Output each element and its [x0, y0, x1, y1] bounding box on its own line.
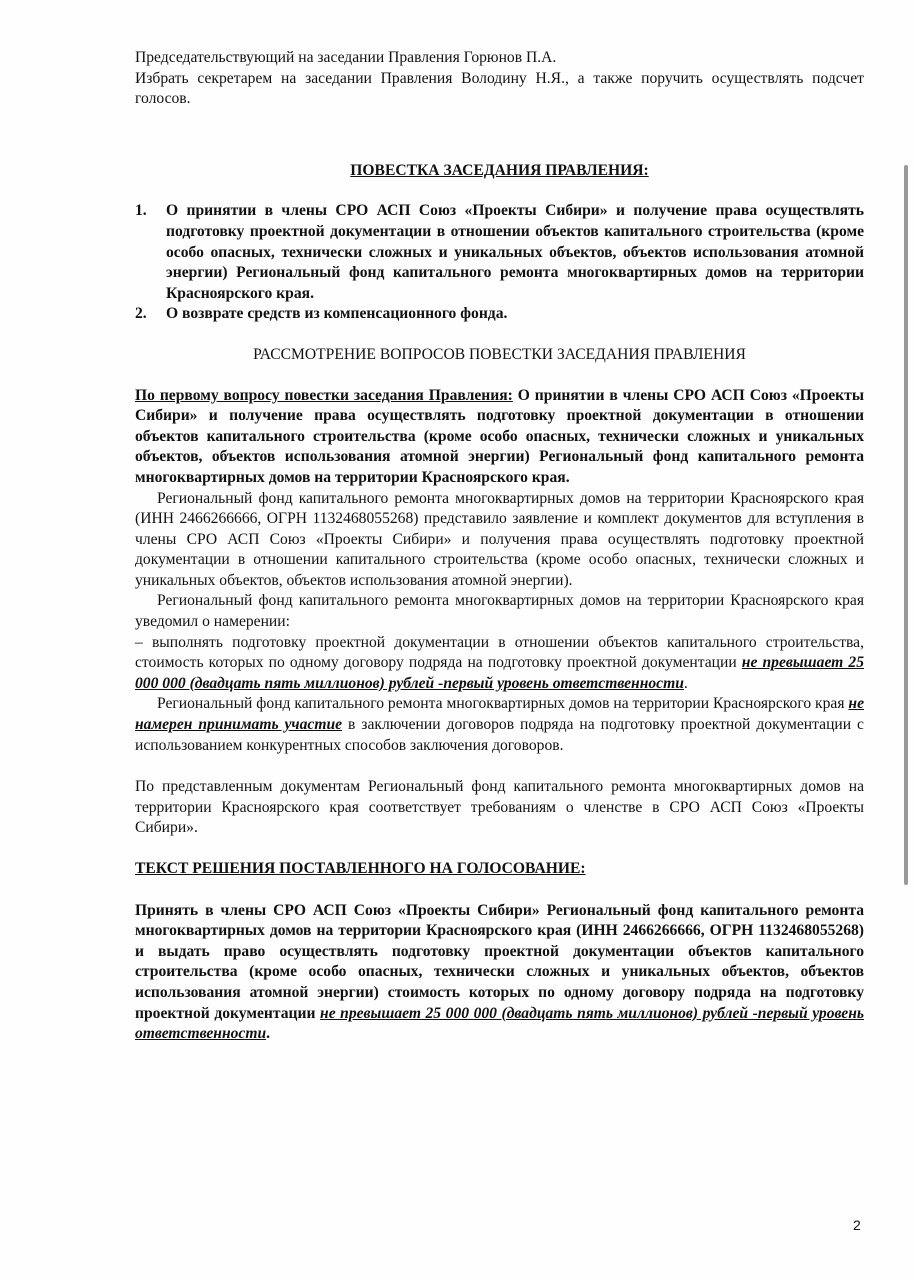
decision-text-end: . [266, 1025, 271, 1043]
document-body [135, 48, 864, 1045]
review-title: РАССМОТРЕНИЕ ВОПРОСОВ ПОВЕСТКИ ЗАСЕДАНИЯ ПРАВЛЕНИЯ [253, 345, 746, 363]
compliance-paragraph: По представленным документам Региональный фонд капитального ремонта многоквартирных домов на территории Красноярского края соответствует требованиям о членстве в СРО АСП Союз «Проекты Сибири». [135, 778, 864, 837]
scrollbar[interactable] [904, 165, 908, 885]
secretary-line: Избрать секретарем на заседании Правления Володину Н.Я., а также поручить осуществлять подсчет голосов. [135, 69, 864, 108]
application-paragraph: Региональный фонд капитального ремонта многоквартирных домов на территории Красноярского края (ИНН 2466266666, ОГРН 1132468055268) представило заявление и комплект документов для вступления в члены СРО АСП Союз «Проекты Сибири» и получения права осуществлять подготовку проектной документации в отношении капитального строительства (кроме особо опасных, технически сложных и уникальных объектов, объектов использования атомной энергии). [135, 489, 864, 589]
no-participation-end: в заключении договоров подряда на подготовку проектной документации с использованием конкурентных способов заключения договоров. [135, 716, 864, 754]
no-participation-paragraph [135, 694, 864, 756]
agenda-item-number: 2. [135, 305, 147, 323]
first-question-text: О принятии в члены СРО АСП Союз «Проекты Сибири» и получение права осуществлять подготовку проектной документации в отношении объектов капитального строительства (кроме особо опасных, технически сложных и уникальных объектов, объектов использования атомной энергии) Региональный фонд капитального ремонта многоквартирных домов на территории Красноярского края. [135, 386, 864, 486]
first-question-heading [135, 386, 864, 489]
agenda-item [135, 304, 864, 325]
intent-item [135, 633, 864, 695]
agenda-item-text: О возврате средств из компенсационного фонда. [166, 305, 508, 323]
decision-text-body: Принять в члены СРО АСП Союз «Проекты Сибири» Региональный фонд капитального ремонта многоквартирных домов на территории Красноярского края (ИНН 2466266666, ОГРН 1132468055268) и выдать право осуществлять подготовку проектной документации объектов капитального строительства (кроме особо опасных, технически сложных и уникальных объектов, объектов использования атомной энергии) стоимость которых по одному договору подряда на подготовку проектной документации [135, 901, 864, 1022]
agenda-list [135, 201, 864, 325]
chair-line: Председательствующий на заседании Правления Горюнов П.А. [135, 49, 557, 66]
agenda-item [135, 201, 864, 304]
agenda-item-text: О принятии в члены СРО АСП Союз «Проекты Сибири» и получение права осуществлять подготовку проектной документации в отношении объектов капитального строительства (кроме особо опасных, технически сложных и уникальных объектов, объектов использования атомной энергии) Региональный фонд капитального ремонта многоквартирных домов на территории Красноярского края. [166, 202, 864, 302]
intent-item-end: . [683, 674, 688, 692]
decision-text [135, 901, 864, 1045]
page-number: 2 [853, 1217, 861, 1233]
decision-title: ТЕКСТ РЕШЕНИЯ ПОСТАВЛЕННОГО НА ГОЛОСОВАНИЕ: [135, 860, 586, 877]
intent-paragraph: Региональный фонд капитального ремонта многоквартирных домов на территории Красноярского края уведомил о намерении: [135, 592, 864, 631]
decision-liability-emphasis: не превышает 25 000 000 (двадцать пять миллионов) рублей -первый уровень ответственности [135, 1004, 864, 1043]
no-participation-emphasis: не намерен принимать участие [135, 695, 865, 734]
agenda-item-number: 1. [135, 202, 147, 220]
liability-level-emphasis: не превышает 25 000 000 (двадцать пять миллионов) рублей -первый уровень ответственности [135, 654, 864, 692]
first-question-label: По первому вопросу повестки заседания Правления: [135, 386, 513, 404]
intent-item-text: – выполнять подготовку проектной документации в отношении объектов капитального строительства, стоимость которых по одному договору подряда на подготовку проектной документации [135, 633, 864, 672]
no-participation-text: Региональный фонд капитального ремонта многоквартирных домов на территории Красноярского края [157, 695, 849, 713]
agenda-title: ПОВЕСТКА ЗАСЕДАНИЯ ПРАВЛЕНИЯ: [350, 161, 649, 179]
